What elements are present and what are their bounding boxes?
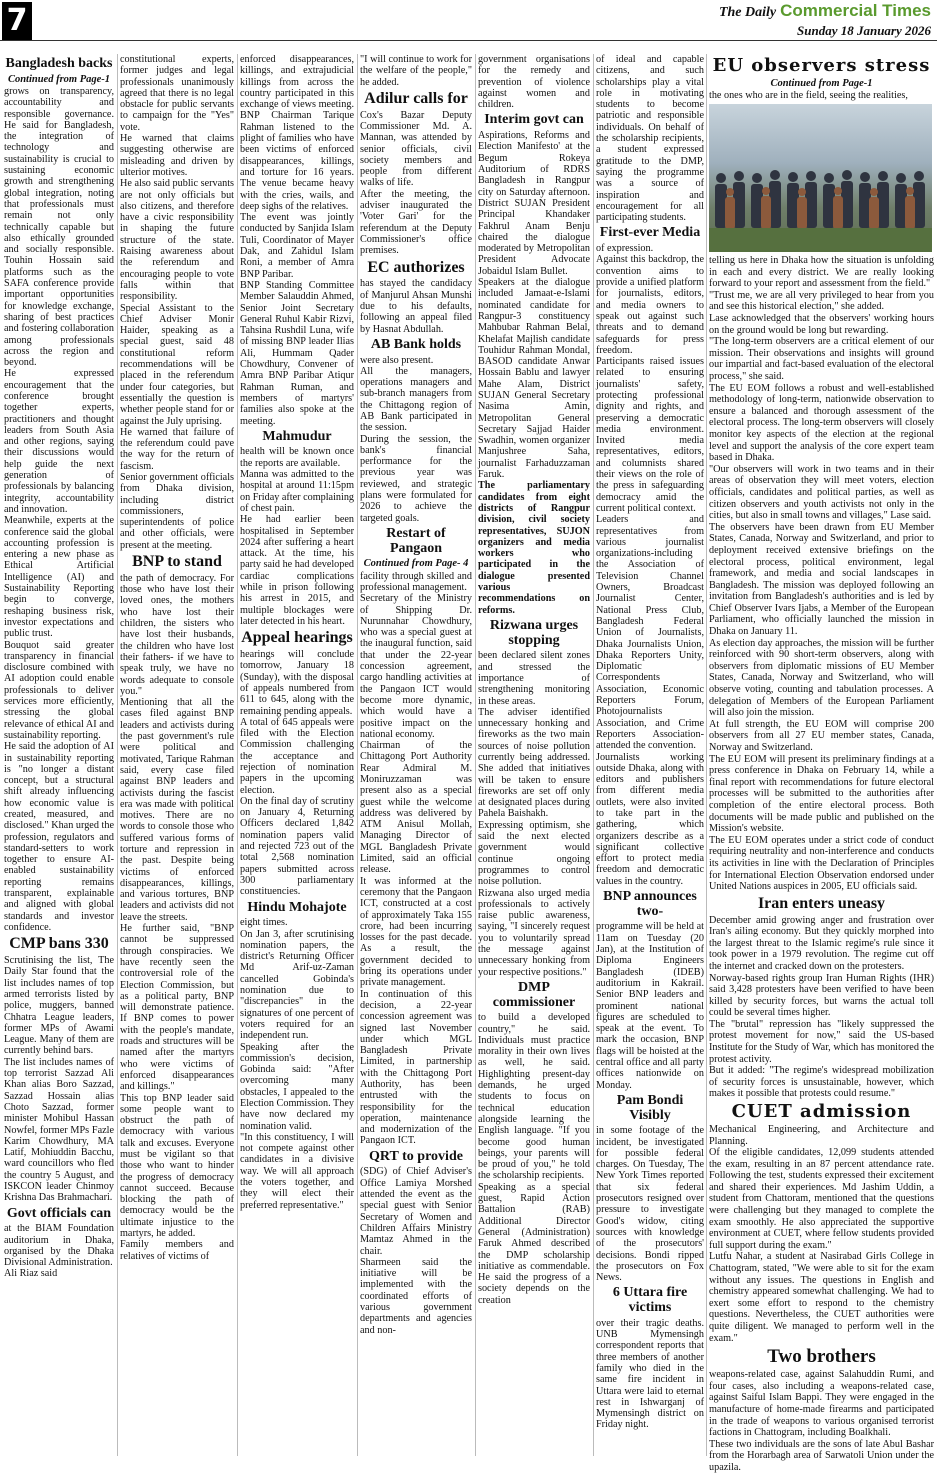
headline-interim-govt: Interim govt can [484, 112, 584, 128]
article-paragraph: government organisations for the remedy and prevention of violence against women and children. [478, 54, 590, 111]
continued-label: Continued from Page-1 [770, 77, 873, 89]
headline-ab-bank: AB Bank holds [370, 336, 462, 352]
article-paragraph: Scrutinising the list, The Daily Star found that the list includes names of top armed terrorists listed by police, muggers, banned Chhatra League leaders, former MPs of Awami League. Many of them are currently behind bars. [4, 955, 114, 1057]
article-paragraph: After the meeting, the adviser inaugurated the 'Voter Gari' for the referendum at the Deputy Commissioner's office premises. [360, 188, 472, 257]
headline-appeal-hearings: Appeal hearings [241, 629, 353, 647]
article-paragraph: were also present. [360, 354, 434, 366]
article-paragraph: The EU EOM follows a robust and well-established methodology of long-term, nationwide observation to ensure a balanced and thorough assessment of the electoral process. The long-term observers will closely monitor key aspects of the election at the regional level and support the analysis of the core expert team based in Dhaka. [709, 382, 934, 464]
column-6 [596, 54, 704, 1456]
article-paragraph: Chairman of the Chittagong Port Authority Rear Admiral M. Moniruzzaman was present also as a special guest while the welcome address was delivered by ATM Anisul Mollah, Managing Director of MGL Bangladesh Private Limited, said an official release. [360, 740, 472, 876]
article-paragraph: the ones who are in the field, seeing the realities, [709, 90, 908, 102]
article-paragraph: telling us here in Dhaka how the situation is unfolding in each and every district. We are really looking forward to your report and assessment from the field." [709, 255, 934, 290]
masthead [719, 1, 931, 39]
article-paragraph: Speaking as a special guest, Rapid Action Battalion (RAB) Additional Director General (Administration) Faruk Ahmed described the DMP scholarship initiative as commendable. He said the progress of a society depends on the creation [478, 1181, 590, 1306]
column-1 [4, 54, 114, 1456]
article-paragraph: A total of 645 appeals were filed with the Election Commission challenging the acceptance and rejection of nomination papers in the upcoming election. [240, 716, 354, 796]
article-paragraph: Expressing optimism, she said the next elected government would continue ongoing programmes to control noise pollution. [478, 819, 590, 888]
column-5 [478, 54, 590, 1456]
observers-group-photo [709, 104, 932, 252]
article-paragraph: Bouquot said greater transparency in financial disclosure combined with AI adoption could enable professionals to deliver services more efficiently, stressing the global relevance of ethical AI and sustainability reporting. [4, 639, 114, 741]
article-paragraph: He also said public servants are not only officials but also citizens, and therefore have a civic responsibility in shaping the future structure of the state. Raising awareness about the referendum and encouraging people to vote falls within that responsibility. [120, 178, 234, 303]
article-paragraph: The adviser identified unnecessary honking and fireworks as the two main sources of noise pollution currently being addressed. She added that initiatives will be taken to ensure fireworks are set off only at designated places during Pahela Baishakh. [478, 706, 590, 820]
headline-ec-authorizes: EC authorizes [367, 258, 465, 276]
article-paragraph: Against this backdrop, the convention aims to provide a unified platform for journalists, editors, and media owners to speak out against such threats and to demand safeguards for press freedom. [596, 254, 704, 356]
article-paragraph: grows on transparency, accountability and responsible governance. He said for Bangladesh, the integration of technology and sustainability is crucial to sustaining economic growth and strengthening global integration, noting that professionals must remain not only technically capable but also ethically grounded and socially responsible. Touhin Hossain said platforms such as the SAFA conference provide important opportunities for knowledge exchange, sharing of best practices and fostering collaboration among professionals across the region and beyond. [4, 85, 114, 369]
article-paragraph: On the final day of scrutiny on January 4, Returning Officers declared 1,842 nomination papers valid and rejected 723 out of the total 2,568 nomination papers submitted across 300 parliamentary constituencies. [240, 795, 354, 898]
article-paragraph: Ali Riaz said [4, 1268, 58, 1280]
article-paragraph: has stayed the candidacy of Manjurul Ahsan Munshi due to his defaults, following an appeal filed by Hasnat Abdullah. [360, 278, 472, 335]
article-paragraph: over their tragic deaths. UNB Mymensingh correspondent reports that three members of another family who died in the same fire incident in Uttara were laid to eternal rest in Ishwarganj of Mymensingh district on Friday night. [596, 1317, 704, 1431]
column-3 [240, 54, 354, 1456]
masthead-name: Commercial Times [780, 1, 931, 20]
article-paragraph: He warned that failure of the referendum could pave the way for the return of fascism. [120, 426, 234, 472]
article-paragraph: "In this constituency, I will not compete against other candidates in a divisive way. We will all approach the voters together, and they will elect their preferred representative." [240, 1131, 354, 1211]
article-paragraph: Lutfu Nahar, a student at Nasirabad Girls College in Chattogram, stated, "We were able to sit for the exam without any issues. The questions in English and chemistry appeared somewhat challenging. We had to exert some effort to respond to the chemistry questions. Nevertheless, the CUET authorities were quite diligent. We managed to perform well in the exam." [709, 1251, 934, 1344]
headline-mahmudur: Mahmudur [262, 428, 332, 444]
article-paragraph: The parliamentary candidates from eight districts of Rangpur division, civil society representatives, SUJON organizers and media workers who participated in the dialogue presented various recommendations on reforms. [478, 480, 590, 616]
headline-iran-enters: Iran enters uneasy [757, 894, 886, 912]
article-paragraph: This top BNP leader said some people want to obstruct the path of democracy with various talk and excuses. Everyone must be vigilant so that those who want to hinder the progress of democracy cannot succeed. Because blocking the path of democracy would be the ultimate injustice to the martyrs, he added. [120, 1092, 234, 1240]
article-paragraph: Rizwana also urged media professionals to actively raise public awareness, saying, "I sincerely request you to voluntarily spread the message against unnecessary honking from your respective positions." [478, 887, 590, 978]
column-divider [706, 54, 707, 1456]
article-paragraph: facility through skilled and professional management. [360, 570, 472, 593]
article-paragraph: "I will continue to work for the welfare of the people," he added. [360, 54, 472, 88]
article-paragraph: Secretary of the Ministry of Shipping Dr. Nurunnahar Chowdhury, who was a special guest at the inaugural function, said that under the 22-year concession agreement, cargo handling activities at the Pangaon ICT would become more dynamic, which would have a positive impact on the national economy. [360, 593, 472, 740]
article-paragraph: Sharmeen said the initiative will be implemented with the coordinated efforts of various government departments and agencies and non- [360, 1256, 472, 1336]
article-paragraph: But it added: "The regime's widespread mobilization of security forces is unsustainable, however, which makes it possible that protests could resume." [709, 1065, 934, 1100]
article-paragraph: He expressed encouragement that the conference brought together experts, practitioners and thought leaders from South Asia and other regions, saying their discussions would help guide the next generation of professionals by balancing integrity, accountability and innovation. [4, 368, 114, 515]
article-paragraph: Special Assistant to the Chief Adviser Monir Haider, speaking as a special guest, said 48 constitutional reform recommendations will be placed in the referendum under four categories, but essentially the question is whether people stand for or against the July uprising. [120, 302, 234, 427]
article-paragraph: Mechanical Engineering, and Architecture and Planning. [709, 1123, 934, 1147]
headline-two-brothers: Two brothers [767, 1346, 876, 1368]
column-divider [593, 54, 594, 1456]
continued-label: Continued from Page- 4 [363, 558, 469, 570]
article-paragraph: in some footage of the incident, be investigated for possible federal charges. On Tuesday, The New York Times reported that six federal prosecutors resigned over pressure to investigate Good's widow, citing sources with knowledge of the prosecutors' decisions. Bondi ripped the prosecutors on Fox News. [596, 1125, 704, 1284]
article-paragraph: hearings will conclude tomorrow, January 18 (Sunday), with the disposal of appeals numbered from 611 to 645, along with the remaining pending appeals. [240, 649, 354, 717]
article-paragraph: of expression. [596, 243, 654, 255]
article-paragraph: The observers have been drawn from EU Member States, Canada, Norway and Switzerland, and prior to deployment received extensive briefings on the electoral process, political environment, legal framework, and media and social landscapes in Bangladesh. The mission was deployed following an invitation from Bangladesh's authorities and is led by Chief Observer Ivars Ijabs, a Member of the European Parliament, who officially launched the mission in Dhaka on January 11. [709, 521, 934, 638]
column-divider [237, 54, 238, 1456]
article-paragraph: "Our observers will work in two teams and in their areas of observation they will meet voters, election officials, candidates and political parties, as well as citizen observers and youth activists not only in the cities, but also in small towns and villages," Lase said. [709, 463, 934, 522]
headline-bangladesh-backs: Bangladesh backs [5, 56, 113, 71]
headline-adilur-calls: Adilur calls for [364, 89, 468, 107]
column-7 [709, 54, 934, 1473]
headline-dmp-commissioner: DMP commissioner [492, 979, 576, 1010]
article-paragraph: Lase acknowledged that the observers' working hours on the ground would be long but rewarding. [709, 313, 934, 336]
article-paragraph: Manna was admitted to the hospital at around 11:15pm on Friday after complaining of chest pain. [240, 469, 355, 514]
article-paragraph: the path of democracy. For those who have lost their loved ones, the mothers who have lost their children, the sisters who have lost their husbands, the children who have lost their fathers- if we have to speak truly, we have no words adequate to console you." [120, 572, 234, 697]
headline-pam-bondi: Pam Bondi Visibly [616, 1092, 684, 1123]
article-paragraph: It was informed at the ceremony that the Pangaon ICT, constructed at a cost of approximately Taka 155 crore, had been incurring losses for the past decade. As a result, the government decided to bring its operations under private management. [360, 875, 472, 989]
article-paragraph: December amid growing anger and frustration over Iran's ailing economy. But they quickly morphed into the largest threat to the Islamic regime's rule since it took power in a 1979 revolution. The regime cut off the internet and cracked down on the protesters. [709, 914, 934, 972]
article-paragraph: constitutional experts, former judges and legal professionals unanimously agreed that there is no legal obstacle for public servants to campaign for the "Yes" vote. [120, 54, 234, 133]
headline-uttara-fire: 6 Uttara fire victims [612, 1285, 688, 1316]
article-paragraph: The "brutal" repression has "likely suppressed the protest movement for now," said the US-based Institute for the Study of War, which has monitored the protest activity. [709, 1018, 934, 1065]
masthead-date: Sunday 18 January 2026 [797, 23, 931, 38]
article-paragraph: weapons-related case, against Salahuddin Rumi, and four cases, also including a weapons-related case, against Saiful Islam Bappi. They were engaged in the manufacture of home-made firearms and participated in the trade of weapons to various organised terrorist factions in Chattogram, including Boalkhali. [709, 1369, 934, 1439]
article-paragraph: Participants raised issues related to ensuring journalists' safety, protecting professional dignity and rights, and preserving a democratic media environment. Invited media representatives, editors, and columnists shared their views on the role of the press in safeguarding democracy amid the current political context. [596, 356, 704, 514]
grass-area [709, 228, 932, 252]
masthead-daily: The Daily [718, 5, 777, 20]
article-paragraph: On Jan 3, after scrutinising nomination papers, the district's Returning Officer Md Arif-uz-Zaman cancelled Gobinda's nomination due to "discrepancies" in the signatures of one percent of voters required for an independent run. [240, 928, 354, 1042]
headline-bnp-announces: BNP announces two- [603, 889, 697, 919]
headline-qrt-provide: QRT to provide [369, 1148, 463, 1164]
headline-cuet-admission: CUET admission [731, 1101, 912, 1123]
article-paragraph: Family members and relatives of victims of [120, 1239, 234, 1262]
headline-eu-observers: EU observers stress [712, 55, 931, 76]
article-paragraph: As election day approaches, the mission will be further reinforced with 90 short-term observers, along with observers from diplomatic missions of EU Member States, Canada, Norway and Switzerland, who will observe voting, counting and tabulation processes. A delegation of Members of the European Parliament will also join the mission. [709, 637, 934, 719]
article-paragraph: at the BIAM Foundation auditorium in Dhaka, organised by the Dhaka Divisional Administration. [4, 1223, 114, 1269]
article-paragraph: "Trust me, we are all very privileged to hear from you and see this historical election," she added. [709, 289, 934, 313]
headline-govt-officials: Govt officials can [6, 1205, 112, 1221]
column-divider [475, 54, 476, 1456]
article-paragraph: The EU EOM will present its preliminary findings at a press conference in Dhaka on February 14, while a final report with recommendations for future electoral processes will be submitted to the authorities after completion of the entire electoral process. Both documents will be made public and published on the Mission's website. [709, 753, 934, 835]
article-paragraph: Aspirations, Reforms and Election Manifesto' at the Begum Rokeya Auditorium of RDRS Bangladesh in Rangpur city on Saturday afternoon. District SUJAN President Principal Khandaker Fakhrul Anam Benju chaired the dialogue moderated by Metropolitan President Advocate Jobaidul Islam Bullet. [478, 130, 590, 277]
article-paragraph: Speaking after the commission's decision, Gobinda said: "After overcoming many obstacles, I appealed to the Election Commission. They have now declared my nomination valid. [240, 1041, 354, 1132]
article-paragraph: Mentioning that all the cases filed against BNP leaders and activists during the past government's rule were political and motivated, Tarique Rahman said, every case filed against BNP leaders and activists during the fascist era was made with political motives. There are no words to console those who suffered various forms of torture and repression in the past. Despite being victims of enforced disappearances, killings, and various tortures, BNP leaders and activists did not leave the streets. [120, 697, 234, 923]
headline-cmp-bans: CMP bans 330 [9, 935, 109, 953]
headline-rizwana-urges: Rizwana urges stopping [489, 617, 579, 648]
article-paragraph: The EU EOM operates under a strict code of conduct requiring neutrality and non-interference and conducts its activities in line with the Declaration of Principles for International Election Observation endorsed under United Nations auspices in 2005, EU officials said. [709, 834, 934, 893]
column-divider [357, 54, 358, 1456]
article-paragraph: He warned that claims suggesting otherwise are misleading and driven by ulterior motives. [120, 133, 234, 178]
article-paragraph: The event was jointly conducted by Sanjida Islam Tuli, Coordinator of Mayer Dak, and Zahidul Islam Roni, a member of Amra BNP Paribar. [240, 212, 354, 280]
people-illustration [709, 162, 932, 232]
headline-first-ever-media: First-ever Media [599, 225, 701, 241]
article-paragraph: In continuation of this decision, a 22-year concession agreement was signed last November under which MGL Bangladesh Private Limited, in partnership with the Chittagong Port Authority, has been entrusted with the responsibility for the operation, maintenance and modernization of the Pangaon ICT. [360, 988, 472, 1147]
headline-restart-pangaon: Restart of Pangaon [386, 525, 446, 556]
article-paragraph: Of the eligible candidates, 12,099 students attended the exam, resulting in an 87 percent attendance rate. Following the test, students expressed their excitement and shared their experiences. Md Jashim Uddin, a student from Chattoram, mentioned that the questions were challenging but they managed to complete the exam smoothly. He also appreciated the supportive environment at CUET, where fellow students provided full support during the exam." [709, 1147, 934, 1251]
article-paragraph: "The long-term observers are a critical element of our mission. Their observations and insights will ground our impartial and fact-based evaluation of the electoral process," she said. [709, 336, 934, 383]
article-paragraph: Cox's Bazar Deputy Commissioner Md. A. Mannan, was attended by senior officials, civil society members and people from different walks of life. [360, 109, 472, 189]
column-divider [117, 54, 118, 1456]
article-paragraph: He had earlier been hospitalised in September 2024 after suffering a heart attack. At the time, his party said he had developed cardiac complications while in prison following his arrest in 2015, and multiple blockages were later detected in his heart. [240, 514, 354, 627]
article-paragraph: He said the adoption of AI in sustainability reporting is "no longer a distant concept, but a structural shift already influencing how economic value is created, measured, and disclosed." Khan urged the profession, regulators and standard-setters to work together to ensure AI-enabled sustainability reporting remains transparent, explainable and aligned with global standards and investor confidence. [4, 741, 114, 933]
column-4 [360, 54, 472, 1456]
article-paragraph: enforced disappearances, killings, and extrajudicial killings from across the country participated in this exchange of views meeting. BNP Chairman Tarique Rahman listened to the plight of families who have been victims of enforced disappearances, killings, and torture for 16 years. The venue became heavy with the cries, wails, and deep sighs of the relatives. [240, 54, 354, 212]
article-paragraph: Journalists working outside Dhaka, along with editors and publishers from different media outlets, were also invited to take part in the gathering, which organizers describe as a significant collective effort to protect media freedom and democratic values in the country. [596, 751, 704, 887]
article-paragraph: to build a developed country," he said. Individuals must practice morality in their own lives as well, he said. Highlighting present-day demands, he urged students to focus on technical education alongside learning the English language. "If you become good human beings, your parents will be proud of you," he told the scholarship recipients. [478, 1012, 590, 1182]
article-paragraph: programme will be held at 11am on Tuesday (20 Jan), at the Institution of Diploma Engineers Bangladesh (IDEB) auditorium in Kakrail. Senior BNP leaders and prominent national figures are scheduled to speak at the event. To mark the occasion, BNP flags will be hoisted at the central office and all party offices nationwide on Monday. [596, 921, 704, 1091]
article-paragraph: Meanwhile, experts at the conference said the global accounting profession is entering a new phase as Ethical Artificial Intelligence (AI) and Sustainability Reporting begin to converge, reshaping business risk, investor expectations and public trust. [4, 515, 114, 640]
article-paragraph: Leaders and representatives from various journalist organizations-including the Association of Television Channel Owners, Broadcast Journalist Center, National Press Club, Bangladesh Federal Union of Journalists, Dhaka Journalists Union, Dhaka Reporters Unity, Diplomatic Correspondents Association, Economic Reporters Forum, Photojournalists Association, and Crime Reporters Association-attended the convention. [596, 514, 704, 752]
article-paragraph: eight times. [240, 917, 288, 929]
article-paragraph: These two individuals are the sons of late Abul Bashar from the Horarbagh area of Sarwatoli Union under the upazila. [709, 1438, 934, 1473]
headline-bnp-to-stand: BNP to stand [132, 553, 222, 571]
headline-hindu-mohajote: Hindu Mohajote [247, 899, 347, 915]
article-paragraph: He further said, "BNP cannot be suppressed through conspiracies. We have recently seen the controversial role of the Election Commission, but as a political party, BNP will demonstrate patience. If BNP comes to power with the people's mandate, roads and structures will be named after the martyrs who were victims of enforced disappearances and killings." [120, 923, 234, 1093]
column-2 [120, 54, 234, 1456]
article-paragraph: Norway-based rights group Iran Human Rights (IHR) said 3,428 protesters have been verified to have been killed by security forces, but warns the actual toll could be several times higher. [709, 972, 934, 1019]
article-paragraph: During the session, the bank's financial performance for the previous year was reviewed, and strategic plans were formulated for 2026 to achieve the targeted goals. [360, 433, 472, 524]
masthead-title [719, 1, 931, 21]
article-paragraph: of ideal and capable citizens, and such scholarships play a vital role in motivating students to become patriotic and responsible individuals. On behalf of the scholarship recipients, a student expressed gratitude to the DMP, saying the programme was a source of inspiration and encouragement for all participating students. [596, 54, 704, 224]
header-rule [0, 40, 937, 41]
article-paragraph: All the managers, operations managers and sub-branch managers from the Chittagong region of AB Bank participated in the session. [360, 365, 472, 434]
article-paragraph: (SDG) of Chief Adviser's Office Lamiya Morshed attended the event as the special guest with Senior Secretary of Women and Children Affairs Ministry Mamtaz Ahmed in the chair. [360, 1166, 472, 1257]
page-number: 7 [2, 2, 32, 40]
continued-label: Continued from Page-1 [7, 73, 111, 85]
article-paragraph: been declared silent zones and stressed the importance of strengthening monitoring in these areas. [478, 650, 590, 707]
article-paragraph: The list includes names of top terrorist Sazzad Ali Khan alias Boro Sazzad, Sazzad Hossain alias Choto Sazzad, former minister Mohibul Hassan Nowfel, former MPs Fazle Karim Chowdhury, MA Latif, Mohiuddin Bacchu, ward councillors who fled the country 5 August, and ISKCON leader Chinmoy Krishna Das Brahmachari. [4, 1056, 114, 1204]
article-paragraph: BNP Standing Committee Member Salauddin Ahmed, Senior Joint Secretary General Ruhul Kabir Rizvi, Tahsina Rushdil Luna, wife of missing BNP leader Ilias Ali, Hummam Qader Chowdhury, Convener of Amra BNP Paribar Atiqur Rahman Ruman, and members of martyrs' families also spoke at the meeting. [240, 279, 354, 427]
article-paragraph: Senior government officials from Dhaka division, including district commissioners, superintendents of police and other officials, were present at the meeting. [120, 471, 234, 551]
article-paragraph: At full strength, the EU EOM will comprise 200 observers from all 27 EU member states, Canada, Norway and Switzerland. [709, 718, 934, 754]
article-paragraph: Speakers at the dialogue included Jamaat-e-Islami nominated candidate for Rangpur-3 constituency Mahbubar Rahman Belal, Khelafat Majlish candidate Touhidur Rahman Mondal, BASOD candidate Anwar Hossain Bablu and lawyer Mahe Alam, District SUJAN General Secretary Nasima Amin, Metropolitan General Secretary Sajjad Haider Swadhin, women organizer Manjushree Saha, journalist Farhaduzzaman Faruk. [478, 277, 590, 481]
article-paragraph: health will be known once the reports are available. [240, 446, 354, 469]
